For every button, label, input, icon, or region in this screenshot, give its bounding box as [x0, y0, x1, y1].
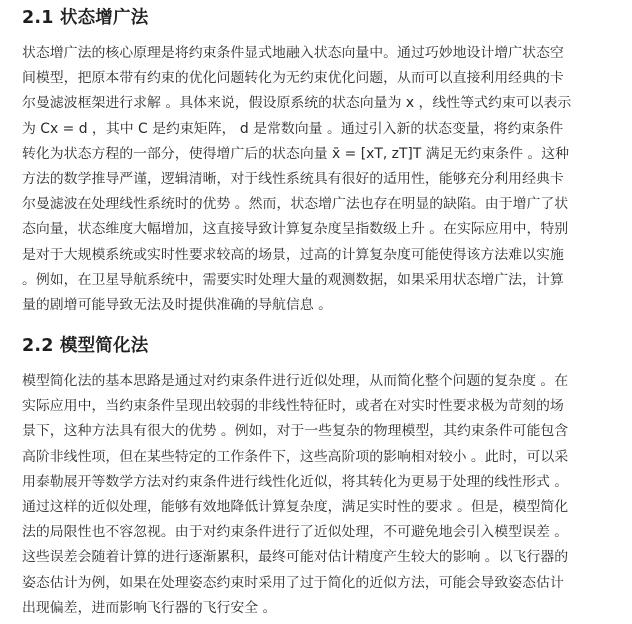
- paragraph-line: 间模型，把原本带有约束的优化问题转化为无约束优化问题，从而可以直接利用经典的卡: [22, 70, 564, 87]
- paragraph-line: 通过这样的近似处理，能够有效地降低计算复杂度，满足实时性的要求 。但是，模型简化: [22, 498, 569, 515]
- paragraph-line: 状态增广法的核心原理是将约束条件显式地融入状态向量中。通过巧妙地设计增广状态空: [22, 45, 564, 61]
- paragraph-line: 尔曼滤波在处理线性系统时的优势 。然而，状态增广法也存在明显的缺陷。由于增广了状: [22, 196, 569, 213]
- paragraph-line: 景下，这种方法具有很大的优势 。例如，对于一些复杂的物理模型，其约束条件可能包含: [22, 423, 569, 440]
- section-2-2-paragraph: [22, 369, 626, 621]
- paragraph-line: 是对于大规模系统或实时性要求较高的场景，过高的计算复杂度可能使得该方法难以实施: [22, 246, 564, 263]
- paragraph-line: 高阶非线性项，但在某些特定的工作条件下，这些高阶项的影响相对较小 。此时，可以采: [22, 448, 569, 465]
- paragraph-line: 用泰勒展开等数学方法对约束条件进行线性化近似，将其转化为更易于处理的线性形式 。: [22, 473, 569, 490]
- paragraph-line: 方法的数学推导严谨，逻辑清晰，对于线性系统具有很好的适用性，能够充分利用经典卡: [22, 170, 564, 187]
- paragraph-line: 姿态估计为例，如果在处理姿态约束时采用了过于简化的近似方法，可能会导致姿态估计: [22, 574, 564, 591]
- paragraph-line: 法的局限性也不容忽视。由于对约束条件进行了近似处理，不可避免地会引入模型误差 。: [22, 524, 569, 541]
- paragraph-line: 量的剧增可能导致无法及时提供准确的导航信息 。: [22, 296, 333, 313]
- section-2-1-paragraph: [22, 41, 626, 318]
- paragraph-line: 模型简化法的基本思路是通过对约束条件进行近似处理，从而简化整个问题的复杂度 。在: [22, 373, 569, 389]
- paragraph-line: 为 Cx = d ，其中 C 是约束矩阵， d 是常数向量 。通过引入新的状态变量，将约束条件: [22, 120, 564, 137]
- paragraph-line: 。例如，在卫星导航系统中，需要实时处理大量的观测数据，如果采用状态增广法，计算: [22, 271, 564, 288]
- paragraph-line: 这些误差会随着计算的进行逐渐累积，最终可能对估计精度产生较大的影响 。以飞行器的: [22, 549, 569, 566]
- section-heading-2-1: 2.1 状态增广法: [22, 8, 149, 28]
- paragraph-line: 实际应用中，当约束条件呈现出较弱的非线性特征时，或者在对实时性要求极为苛刻的场: [22, 398, 564, 415]
- paragraph-line: 尔曼滤波框架进行求解 。具体来说，假设原系统的状态向量为 x ，线性等式约束可以表示: [22, 95, 572, 112]
- paragraph-line: 出现偏差，进而影响飞行器的飞行安全 。: [22, 599, 277, 616]
- paragraph-line: 转化为状态方程的一部分，使得增广后的状态向量 x̄ = [xT, zT]T 满足无约束条件 。这种: [22, 145, 570, 162]
- section-heading-2-2: 2.2 模型简化法: [22, 336, 149, 356]
- paragraph-line: 态向量，状态维度大幅增加，这直接导致计算复杂度呈指数级上升 。在实际应用中，特别: [22, 221, 569, 238]
